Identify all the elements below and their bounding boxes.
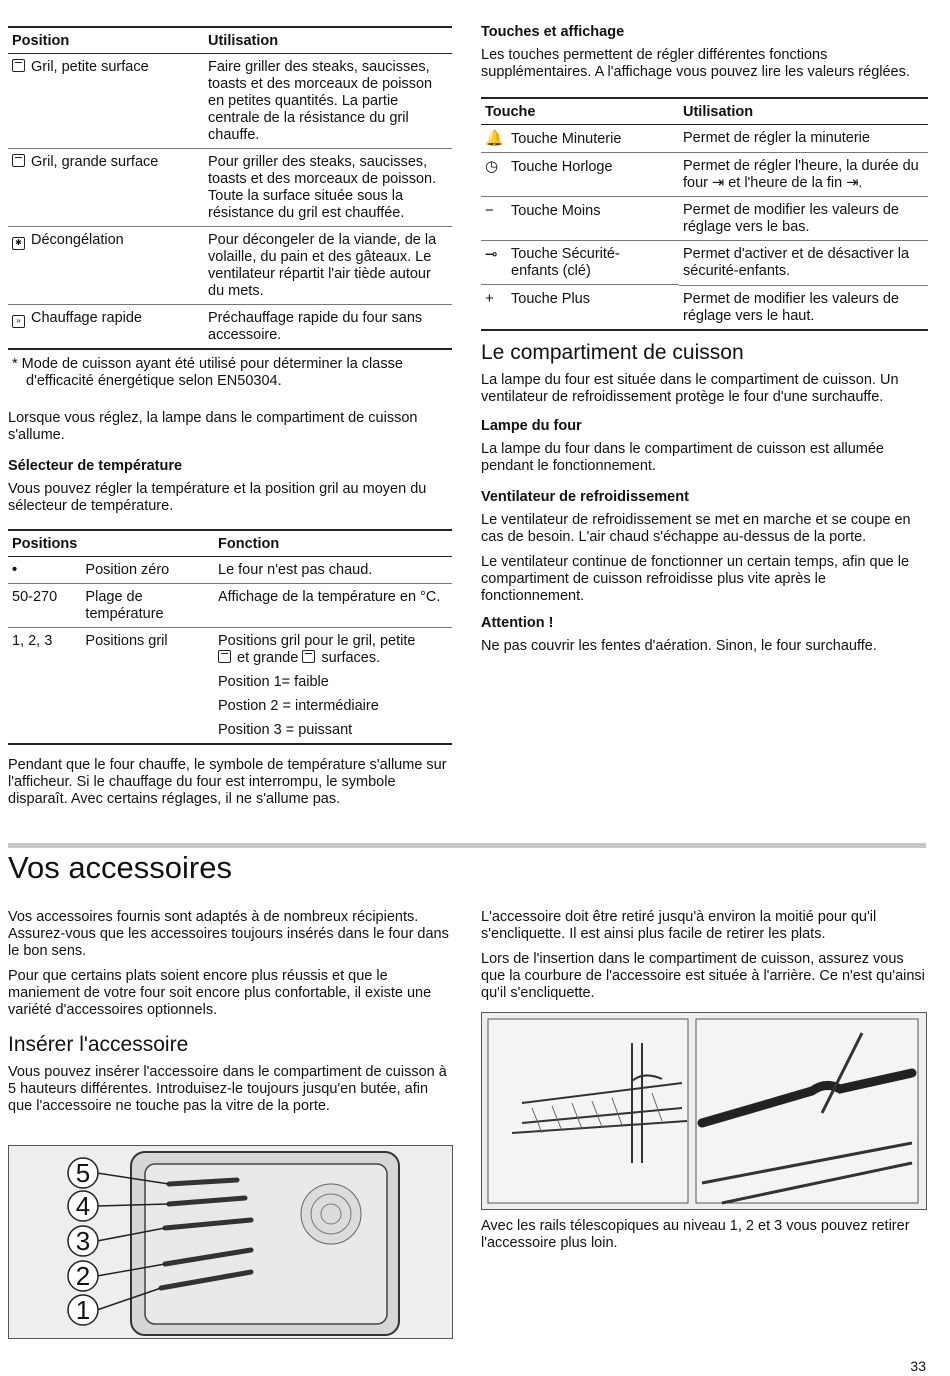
accessories-left: [8, 909, 452, 1123]
key-desc: Permet d'activer et de désactiver la sécurité-enfants.: [679, 241, 928, 286]
temp-symbol-paragraph: Pendant que le four chauffe, le symbole de température s'allume sur l'afficheur. Si le chauffage du four est interrompu, le symbole disparaît. Avec certains réglages, il ne s'allume pas.: [8, 757, 447, 807]
key-desc: Permet de régler la minuterie: [679, 125, 928, 153]
lamp-heading: Lampe du four: [481, 417, 582, 434]
table-row: [8, 557, 452, 584]
clock-icon: ◷: [485, 158, 499, 175]
left-column: [8, 26, 452, 816]
accessories-p1: Vos accessoires fournis sont adaptés à de nombreux récipients. Assurez-vous que les accessoires toujours insérés dans le four dans le bon sens.: [8, 909, 449, 959]
table-row: [481, 285, 928, 330]
grill-large-icon: [12, 154, 25, 167]
temp-selector-heading: Sélecteur de température: [8, 458, 183, 474]
footnote: * Mode de cuisson ayant été utilisé pour déterminer la classe d'efficacité énergétique selon EN50304.: [12, 356, 403, 389]
rack-drawing: [482, 1013, 926, 1209]
accessories-r3: Avec les rails télescopiques au niveau 1, 2 et 3 vous pouvez retirer l'accessoire plus loin.: [481, 1218, 910, 1251]
section-divider: [8, 843, 926, 848]
accessories-p2: Pour que certains plats soient encore plus réussis et que le maniement de votre four soit encore plus confortable, il existe une variété d'accessoires optionnels.: [8, 968, 432, 1018]
touches-heading: Touches et affichage: [481, 24, 625, 40]
table-row: [8, 305, 452, 350]
grill-level: Position 1= faible: [218, 674, 329, 690]
key-desc: Permet de régler l'heure, la durée du four ⇥ et l'heure de la fin ⇥.: [679, 153, 928, 197]
fan-text-1: Le ventilateur de refroidissement se met en marche et se coupe en cas de besoin. L'air chaud s'échappe au-dessus de la porte.: [481, 511, 911, 545]
table-row: [8, 149, 452, 227]
fan-heading: Ventilateur de refroidissement: [481, 488, 689, 505]
mode-desc: Préchauffage rapide du four sans accessoire.: [204, 305, 452, 350]
mode-label: Gril, petite surface: [31, 59, 149, 75]
table-row: [8, 54, 452, 149]
table-row: [481, 197, 928, 241]
attention-heading: Attention !: [481, 614, 554, 631]
table-row: [8, 227, 452, 305]
temp-label: Positions gril: [81, 628, 214, 745]
table-row: [481, 125, 928, 153]
grill-func-text: et grande: [237, 650, 299, 666]
key-label: Touche Minuterie: [511, 131, 622, 147]
key-icon: ⊸: [485, 246, 498, 263]
accessories-title: Vos accessoires: [8, 850, 232, 885]
keys-col-usage: Utilisation: [679, 98, 928, 125]
mode-label: Gril, grande surface: [31, 154, 159, 170]
grill-small-icon: [218, 650, 231, 663]
attention-text: Ne pas couvrir les fentes d'aération. Sinon, le four surchauffe.: [481, 637, 877, 654]
level-1-label: 1: [75, 1295, 91, 1325]
rapid-heat-icon: »: [12, 315, 25, 328]
grill-func-text: Positions gril pour le gril, petite: [218, 633, 416, 649]
table-row: [8, 628, 452, 745]
grill-func-text: surfaces.: [321, 650, 381, 666]
key-label: Touche Sécurité-enfants (clé): [511, 246, 620, 279]
lamp-paragraph: Lorsque vous réglez, la lampe dans le compartiment de cuisson s'allume.: [8, 410, 418, 443]
lamp-text: La lampe du four dans le compartiment de cuisson est allumée pendant le fonctionnement.: [481, 440, 884, 474]
temp-func: Le four n'est pas chaud.: [214, 557, 452, 584]
grill-small-icon: [12, 59, 25, 72]
temp-label: Plage de température: [81, 584, 214, 628]
temp-pos: 1, 2, 3: [8, 628, 81, 745]
mode-desc: Faire griller des steaks, saucisses, toasts et des morceaux de poisson en petites quantités. La partie centrale de la résistance du gril chauffe.: [204, 54, 452, 149]
key-label: Touche Plus: [511, 291, 590, 307]
temp-label: Position zéro: [81, 557, 214, 584]
right-column: [481, 24, 928, 663]
key-desc: Permet de modifier les valeurs de réglage vers le haut.: [679, 285, 928, 330]
grill-level: Postion 2 = intermédiaire: [218, 698, 379, 714]
bell-icon: 🔔: [485, 130, 504, 147]
mode-label: Décongélation: [31, 232, 124, 248]
level-5-label: 5: [75, 1158, 91, 1188]
page-number: 33: [910, 1358, 926, 1374]
temp-col-function: Fonction: [214, 530, 452, 557]
compartment-heading: Le compartiment de cuisson: [481, 340, 744, 364]
mode-desc: Pour griller des steaks, saucisses, toasts et des morceaux de poisson. Toute la surface située sous la résistance du gril est chauffée.: [204, 149, 452, 227]
temp-func: [214, 628, 452, 745]
rack-insertion-illustration: [481, 1012, 927, 1210]
keys-col-key: Touche: [481, 98, 679, 125]
accessories-r1: L'accessoire doit être retiré jusqu'à environ la moitié pour qu'il s'encliquette. Il est ainsi plus facile de retirer les plats.: [481, 909, 877, 942]
keys-table: [481, 97, 928, 331]
table-row: [8, 584, 452, 628]
plus-icon: +: [485, 290, 494, 307]
level-3-label: 3: [75, 1226, 91, 1256]
temp-func: Affichage de la température en °C.: [214, 584, 452, 628]
minus-icon: −: [485, 202, 494, 219]
insert-text: Vous pouvez insérer l'accessoire dans le compartiment de cuisson à 5 hauteurs différentes. Introduisez-le toujours jusqu'en butée, afin que l'accessoire ne touche pas la vitre de la porte.: [8, 1064, 447, 1114]
cooking-modes-table: [8, 26, 452, 350]
accessories-right-bottom: [481, 1218, 928, 1260]
level-4-label: 4: [75, 1191, 91, 1221]
key-label: Touche Moins: [511, 203, 601, 219]
accessories-right: [481, 909, 928, 1010]
key-label: Touche Horloge: [511, 159, 613, 175]
oven-drawing: [9, 1146, 452, 1338]
grill-large-icon: [302, 650, 315, 663]
table-row: [481, 153, 928, 197]
touches-text: Les touches permettent de régler différentes fonctions supplémentaires. A l'affichage vous pouvez lire les valeurs réglées.: [481, 47, 910, 80]
temp-selector-text: Vous pouvez régler la température et la position gril au moyen du sélecteur de température.: [8, 481, 427, 514]
mode-desc: Pour décongeler de la viande, de la volaille, du pain et des gâteaux. Le ventilateur répartit l'air tiède autour du mets.: [204, 227, 452, 305]
temp-pos: 50-270: [8, 584, 81, 628]
fan-text-2: Le ventilateur continue de fonctionner un certain temps, afin que le compartiment de cuisson refroidisse plus vite après le fonctionnement.: [481, 553, 910, 604]
temperature-table: [8, 529, 452, 745]
modes-col-usage: Utilisation: [204, 27, 452, 54]
accessories-r2: Lors de l'insertion dans le compartiment de cuisson, assurez vous que la courbure de l'accessoire est située à l'arrière. Ce n'est qu'ainsi qu'il s'encliquette.: [481, 951, 925, 1001]
insert-heading: Insérer l'accessoire: [8, 1033, 189, 1056]
table-row: [481, 241, 928, 286]
modes-col-position: Position: [8, 27, 204, 54]
compartment-text: La lampe du four est située dans le compartiment de cuisson. Un ventilateur de refroidissement protège le four d'une surchauffe.: [481, 371, 899, 405]
defrost-icon: ✱: [12, 237, 25, 250]
grill-level: Position 3 = puissant: [218, 722, 353, 738]
oven-levels-illustration: [8, 1145, 453, 1339]
temp-col-positions: Positions: [8, 530, 214, 557]
key-desc: Permet de modifier les valeurs de réglage vers le bas.: [679, 197, 928, 241]
zero-position-icon: •: [12, 562, 18, 578]
mode-label: Chauffage rapide: [31, 310, 142, 326]
level-2-label: 2: [75, 1261, 91, 1291]
